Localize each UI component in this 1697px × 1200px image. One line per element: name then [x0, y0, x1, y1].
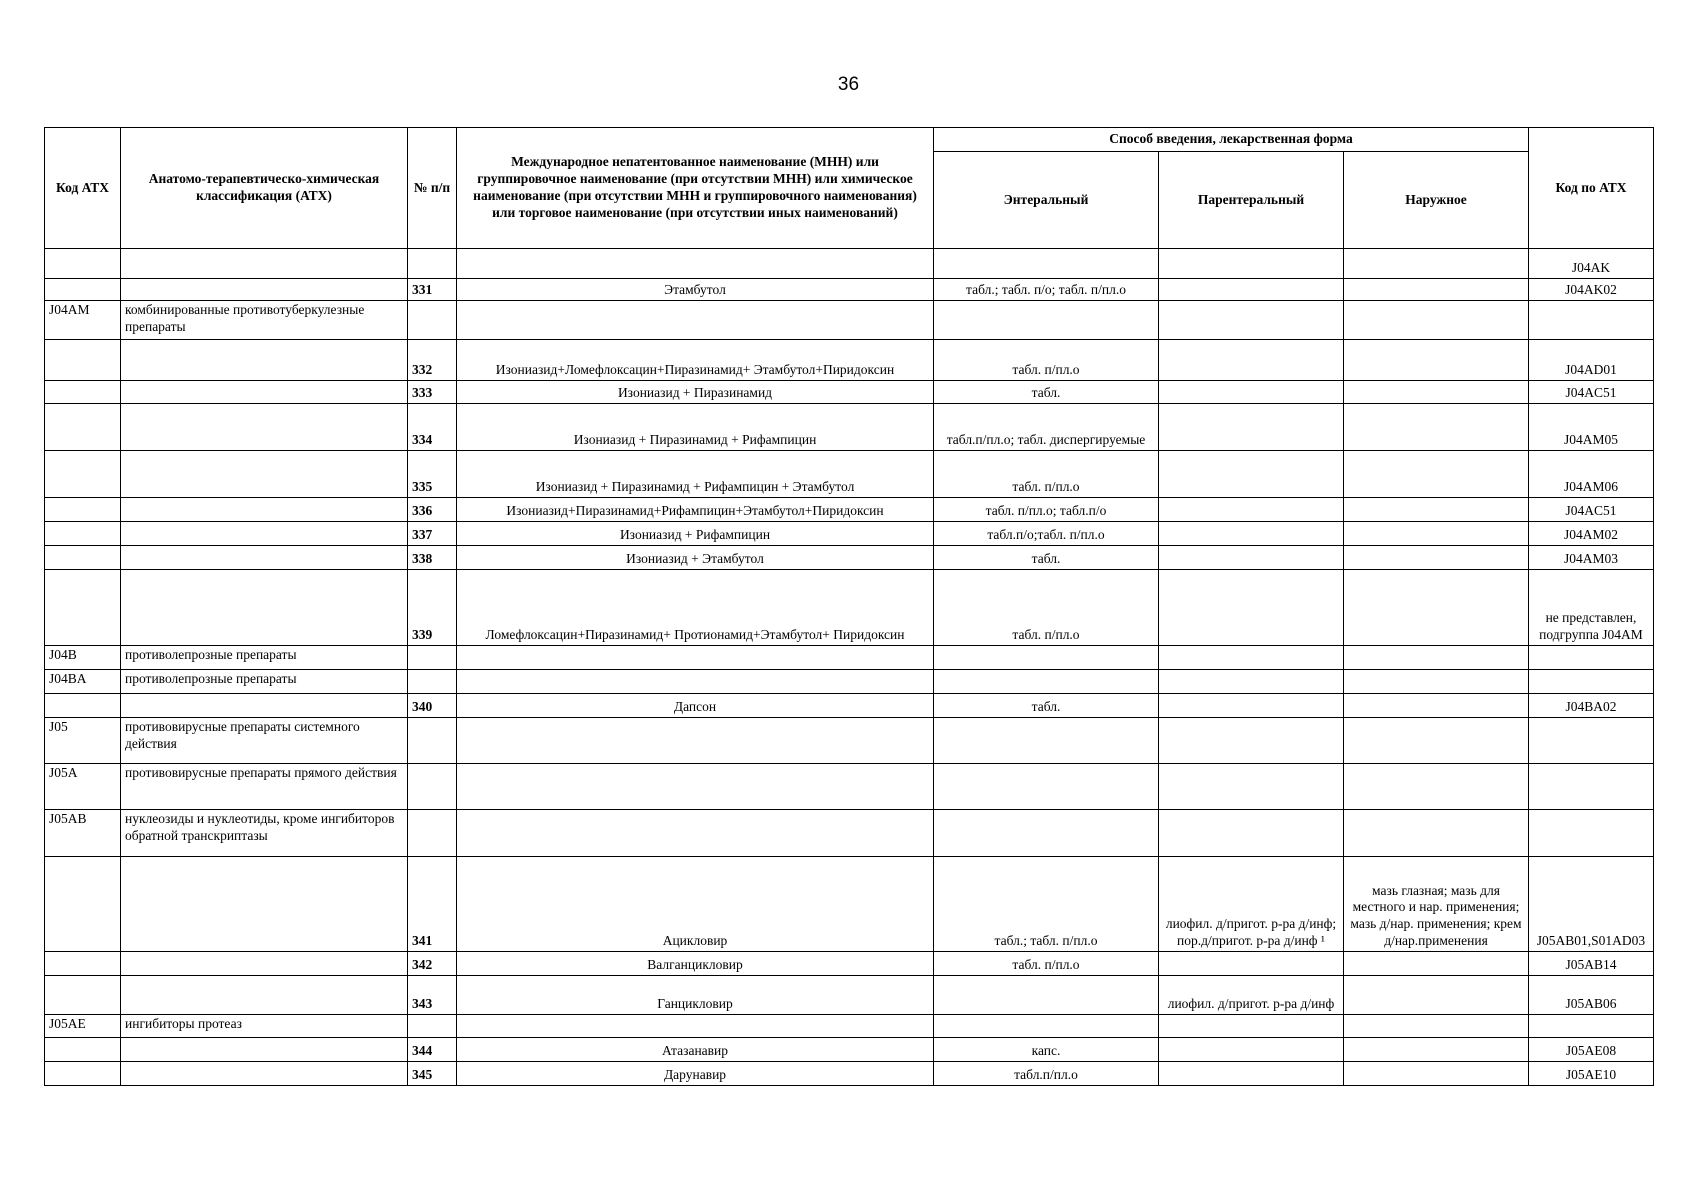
- classification-cell: [121, 249, 408, 279]
- drug-table: [44, 127, 1654, 1086]
- external-cell: [1344, 1015, 1529, 1038]
- external-cell: [1344, 1038, 1529, 1062]
- number-cell: [408, 249, 457, 279]
- header-atx-code: Код по АТХ: [1529, 128, 1654, 249]
- code-cell: J05: [45, 718, 121, 764]
- code-cell: J04AM: [45, 301, 121, 340]
- enteral-cell: табл. п/пл.о; табл.п/о: [934, 498, 1159, 522]
- classification-cell: [121, 451, 408, 498]
- atx-code-cell: J05AB01,S01AD03: [1529, 857, 1654, 952]
- external-cell: [1344, 646, 1529, 670]
- table-row: [45, 570, 1654, 646]
- atx-code-cell: [1529, 1015, 1654, 1038]
- name-cell: Изониазид + Рифампицин: [457, 522, 934, 546]
- number-cell: 343: [408, 976, 457, 1015]
- parenteral-cell: [1159, 451, 1344, 498]
- number-cell: [408, 1015, 457, 1038]
- code-cell: [45, 404, 121, 451]
- code-cell: J04BA: [45, 670, 121, 694]
- header-external: Наружное: [1344, 152, 1529, 249]
- number-cell: 333: [408, 381, 457, 404]
- enteral-cell: капс.: [934, 1038, 1159, 1062]
- enteral-cell: [934, 764, 1159, 810]
- parenteral-cell: лиофил. д/пригот. р-ра д/инф; пор.д/пригот. р-ра д/инф ¹: [1159, 857, 1344, 952]
- number-cell: 341: [408, 857, 457, 952]
- number-cell: 342: [408, 952, 457, 976]
- external-cell: [1344, 694, 1529, 718]
- classification-cell: [121, 952, 408, 976]
- classification-cell: комбинированные противотуберкулезные препараты: [121, 301, 408, 340]
- classification-cell: [121, 340, 408, 381]
- code-cell: [45, 451, 121, 498]
- external-cell: [1344, 764, 1529, 810]
- name-cell: Дарунавир: [457, 1062, 934, 1086]
- atx-code-cell: J04AC51: [1529, 498, 1654, 522]
- atx-code-cell: J05AB06: [1529, 976, 1654, 1015]
- code-cell: [45, 1062, 121, 1086]
- enteral-cell: [934, 976, 1159, 1015]
- code-cell: [45, 279, 121, 301]
- enteral-cell: табл.п/о;табл. п/пл.о: [934, 522, 1159, 546]
- external-cell: [1344, 546, 1529, 570]
- number-cell: 338: [408, 546, 457, 570]
- table-row: [45, 1062, 1654, 1086]
- code-cell: [45, 498, 121, 522]
- enteral-cell: [934, 810, 1159, 857]
- code-cell: [45, 976, 121, 1015]
- atx-code-cell: [1529, 810, 1654, 857]
- enteral-cell: [934, 1015, 1159, 1038]
- atx-code-cell: J04AD01: [1529, 340, 1654, 381]
- table-row: [45, 522, 1654, 546]
- parenteral-cell: [1159, 381, 1344, 404]
- classification-cell: [121, 546, 408, 570]
- parenteral-cell: [1159, 340, 1344, 381]
- code-cell: [45, 952, 121, 976]
- parenteral-cell: [1159, 301, 1344, 340]
- parenteral-cell: [1159, 249, 1344, 279]
- name-cell: Изониазид + Пиразинамид + Рифампицин + Этамбутол: [457, 451, 934, 498]
- classification-cell: [121, 1062, 408, 1086]
- number-cell: 344: [408, 1038, 457, 1062]
- parenteral-cell: [1159, 546, 1344, 570]
- classification-cell: [121, 694, 408, 718]
- number-cell: 334: [408, 404, 457, 451]
- atx-code-cell: J04AM06: [1529, 451, 1654, 498]
- classification-cell: [121, 381, 408, 404]
- name-cell: Этамбутол: [457, 279, 934, 301]
- name-cell: [457, 810, 934, 857]
- external-cell: мазь глазная; мазь для местного и нар. применения; мазь д/нар. применения; крем д/нар.применения: [1344, 857, 1529, 952]
- classification-cell: противолепрозные препараты: [121, 646, 408, 670]
- external-cell: [1344, 670, 1529, 694]
- parenteral-cell: лиофил. д/пригот. р-ра д/инф: [1159, 976, 1344, 1015]
- enteral-cell: табл.: [934, 694, 1159, 718]
- table-row: [45, 279, 1654, 301]
- page-number: 36: [837, 74, 860, 95]
- header-parenteral: Парентеральный: [1159, 152, 1344, 249]
- parenteral-cell: [1159, 1038, 1344, 1062]
- atx-code-cell: J04AM03: [1529, 546, 1654, 570]
- external-cell: [1344, 718, 1529, 764]
- enteral-cell: табл.: [934, 381, 1159, 404]
- name-cell: [457, 718, 934, 764]
- number-cell: [408, 670, 457, 694]
- atx-code-cell: J04AK: [1529, 249, 1654, 279]
- name-cell: [457, 249, 934, 279]
- table-row: [45, 718, 1654, 764]
- enteral-cell: [934, 301, 1159, 340]
- table-row: [45, 249, 1654, 279]
- enteral-cell: табл.п/пл.о; табл. диспергируемые: [934, 404, 1159, 451]
- name-cell: Изониазид+Пиразинамид+Рифампицин+Этамбутол+Пиридоксин: [457, 498, 934, 522]
- table-body: [45, 249, 1654, 1086]
- parenteral-cell: [1159, 952, 1344, 976]
- atx-code-cell: [1529, 670, 1654, 694]
- classification-cell: [121, 498, 408, 522]
- atx-code-cell: J04BA02: [1529, 694, 1654, 718]
- code-cell: J05A: [45, 764, 121, 810]
- parenteral-cell: [1159, 718, 1344, 764]
- number-cell: 335: [408, 451, 457, 498]
- table-row: [45, 646, 1654, 670]
- external-cell: [1344, 976, 1529, 1015]
- atx-code-cell: J05AB14: [1529, 952, 1654, 976]
- code-cell: [45, 857, 121, 952]
- name-cell: [457, 1015, 934, 1038]
- header-classification: Анатомо-терапевтическо-химическая классификация (АТХ): [121, 128, 408, 249]
- code-cell: [45, 570, 121, 646]
- enteral-cell: табл. п/пл.о: [934, 451, 1159, 498]
- external-cell: [1344, 279, 1529, 301]
- external-cell: [1344, 301, 1529, 340]
- name-cell: Изониазид + Этамбутол: [457, 546, 934, 570]
- external-cell: [1344, 952, 1529, 976]
- name-cell: [457, 646, 934, 670]
- atx-code-cell: J05AE08: [1529, 1038, 1654, 1062]
- parenteral-cell: [1159, 670, 1344, 694]
- table-row: [45, 301, 1654, 340]
- classification-cell: ингибиторы протеаз: [121, 1015, 408, 1038]
- table-row: [45, 952, 1654, 976]
- number-cell: [408, 301, 457, 340]
- atx-code-cell: [1529, 764, 1654, 810]
- table-row: [45, 857, 1654, 952]
- number-cell: 332: [408, 340, 457, 381]
- classification-cell: [121, 279, 408, 301]
- code-cell: [45, 1038, 121, 1062]
- number-cell: 336: [408, 498, 457, 522]
- name-cell: Атазанавир: [457, 1038, 934, 1062]
- name-cell: Ганцикловир: [457, 976, 934, 1015]
- classification-cell: противовирусные препараты системного действия: [121, 718, 408, 764]
- external-cell: [1344, 498, 1529, 522]
- parenteral-cell: [1159, 522, 1344, 546]
- name-cell: Изониазид + Пиразинамид + Рифампицин: [457, 404, 934, 451]
- header-enteral: Энтеральный: [934, 152, 1159, 249]
- parenteral-cell: [1159, 764, 1344, 810]
- number-cell: [408, 646, 457, 670]
- header-code: Код АТХ: [45, 128, 121, 249]
- atx-code-cell: [1529, 646, 1654, 670]
- parenteral-cell: [1159, 570, 1344, 646]
- external-cell: [1344, 522, 1529, 546]
- classification-cell: [121, 570, 408, 646]
- enteral-cell: [934, 670, 1159, 694]
- name-cell: Дапсон: [457, 694, 934, 718]
- enteral-cell: табл. п/пл.о: [934, 952, 1159, 976]
- enteral-cell: табл. п/пл.о: [934, 570, 1159, 646]
- classification-cell: противовирусные препараты прямого действия: [121, 764, 408, 810]
- header-num: № п/п: [408, 128, 457, 249]
- classification-cell: [121, 976, 408, 1015]
- enteral-cell: табл.: [934, 546, 1159, 570]
- number-cell: 331: [408, 279, 457, 301]
- number-cell: 340: [408, 694, 457, 718]
- table-row: [45, 498, 1654, 522]
- name-cell: Ломефлоксацин+Пиразинамид+ Протионамид+Этамбутол+ Пиридоксин: [457, 570, 934, 646]
- parenteral-cell: [1159, 1015, 1344, 1038]
- external-cell: [1344, 810, 1529, 857]
- name-cell: Валганцикловир: [457, 952, 934, 976]
- external-cell: [1344, 404, 1529, 451]
- classification-cell: [121, 404, 408, 451]
- table-row: [45, 340, 1654, 381]
- name-cell: [457, 764, 934, 810]
- enteral-cell: табл.; табл. п/пл.о: [934, 857, 1159, 952]
- atx-code-cell: не представлен, подгруппа J04AM: [1529, 570, 1654, 646]
- number-cell: [408, 764, 457, 810]
- table-row: [45, 764, 1654, 810]
- table-row: [45, 451, 1654, 498]
- parenteral-cell: [1159, 279, 1344, 301]
- table-row: [45, 381, 1654, 404]
- atx-code-cell: [1529, 301, 1654, 340]
- table-row: [45, 810, 1654, 857]
- classification-cell: [121, 857, 408, 952]
- number-cell: 345: [408, 1062, 457, 1086]
- atx-code-cell: J04AC51: [1529, 381, 1654, 404]
- atx-code-cell: J04AK02: [1529, 279, 1654, 301]
- code-cell: [45, 381, 121, 404]
- name-cell: Ацикловир: [457, 857, 934, 952]
- header-route-group: Способ введения, лекарственная форма: [934, 128, 1529, 152]
- name-cell: Изониазид+Ломефлоксацин+Пиразинамид+ Этамбутол+Пиридоксин: [457, 340, 934, 381]
- code-cell: J05AE: [45, 1015, 121, 1038]
- atx-code-cell: J04AM02: [1529, 522, 1654, 546]
- parenteral-cell: [1159, 810, 1344, 857]
- enteral-cell: [934, 249, 1159, 279]
- parenteral-cell: [1159, 404, 1344, 451]
- external-cell: [1344, 249, 1529, 279]
- external-cell: [1344, 451, 1529, 498]
- table-row: [45, 404, 1654, 451]
- external-cell: [1344, 570, 1529, 646]
- external-cell: [1344, 381, 1529, 404]
- name-cell: Изониазид + Пиразинамид: [457, 381, 934, 404]
- name-cell: [457, 301, 934, 340]
- external-cell: [1344, 1062, 1529, 1086]
- atx-code-cell: [1529, 718, 1654, 764]
- name-cell: [457, 670, 934, 694]
- number-cell: 339: [408, 570, 457, 646]
- enteral-cell: табл. п/пл.о: [934, 340, 1159, 381]
- code-cell: J05AB: [45, 810, 121, 857]
- classification-cell: противолепрозные препараты: [121, 670, 408, 694]
- enteral-cell: [934, 718, 1159, 764]
- code-cell: [45, 249, 121, 279]
- parenteral-cell: [1159, 646, 1344, 670]
- code-cell: J04B: [45, 646, 121, 670]
- code-cell: [45, 694, 121, 718]
- table-row: [45, 976, 1654, 1015]
- table-row: [45, 1038, 1654, 1062]
- enteral-cell: табл.; табл. п/о; табл. п/пл.о: [934, 279, 1159, 301]
- number-cell: 337: [408, 522, 457, 546]
- classification-cell: [121, 522, 408, 546]
- enteral-cell: табл.п/пл.о: [934, 1062, 1159, 1086]
- number-cell: [408, 718, 457, 764]
- enteral-cell: [934, 646, 1159, 670]
- table-row: [45, 546, 1654, 570]
- code-cell: [45, 522, 121, 546]
- header-name: Международное непатентованное наименование (МНН) или группировочное наименование (при отсутствии МНН) или химическое наименование (при отсутствии МНН и группировочного наименования) или торговое наименование (при отсутствии иных наименований): [457, 128, 934, 249]
- parenteral-cell: [1159, 1062, 1344, 1086]
- number-cell: [408, 810, 457, 857]
- table-header: [45, 128, 1654, 249]
- code-cell: [45, 546, 121, 570]
- parenteral-cell: [1159, 498, 1344, 522]
- table-row: [45, 670, 1654, 694]
- atx-code-cell: J05AE10: [1529, 1062, 1654, 1086]
- parenteral-cell: [1159, 694, 1344, 718]
- code-cell: [45, 340, 121, 381]
- external-cell: [1344, 340, 1529, 381]
- classification-cell: нуклеозиды и нуклеотиды, кроме ингибиторов обратной транскриптазы: [121, 810, 408, 857]
- table-row: [45, 694, 1654, 718]
- atx-code-cell: J04AM05: [1529, 404, 1654, 451]
- table-row: [45, 1015, 1654, 1038]
- classification-cell: [121, 1038, 408, 1062]
